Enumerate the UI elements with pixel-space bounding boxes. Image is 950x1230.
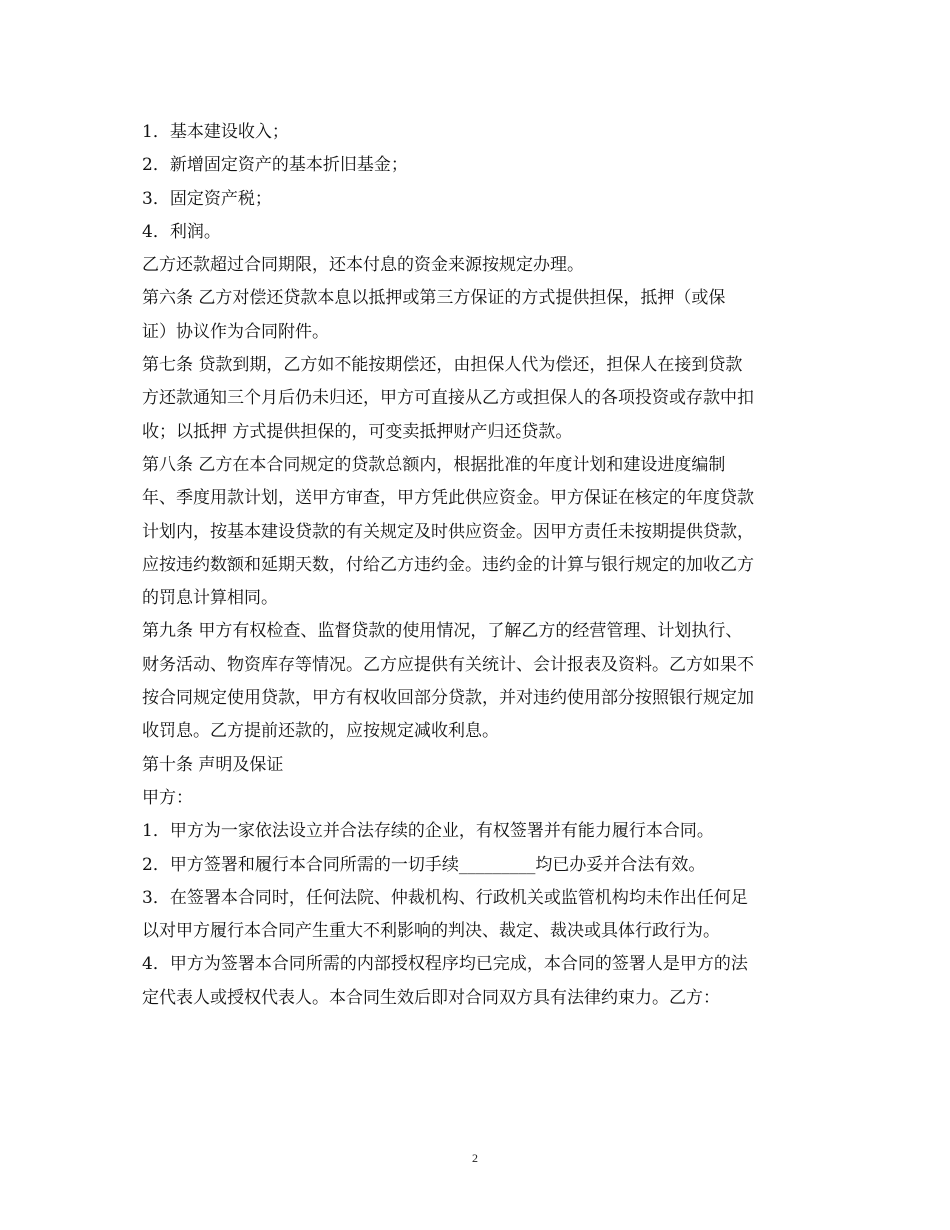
text-line: 第六条 乙方对偿还贷款本息以抵押或第三方保证的方式提供担保，抵押（或保 — [142, 288, 726, 309]
text-line: 收；以抵押 方式提供担保的，可变卖抵押财产归还贷款。 — [142, 421, 573, 442]
text-line: 的罚息计算相同。 — [142, 588, 278, 609]
text-line: 3．在签署本合同时，任何法院、仲裁机构、行政机关或监管机构均未作出任何足 — [142, 887, 748, 908]
text-line: 2．新增固定资产的基本折旧基金； — [142, 155, 408, 176]
page-number: 2 — [472, 1151, 478, 1165]
text-line: 4．利润。 — [142, 221, 221, 242]
text-line: 2．甲方签署和履行本合同所需的一切手续_________均已办妥并合法有效。 — [142, 854, 706, 875]
contract-body-text — [142, 116, 822, 1015]
text-line: 以对甲方履行本合同产生重大不利影响的判决、裁定、裁决或具体行政行为。 — [142, 921, 720, 942]
text-line: 4．甲方为签署本合同所需的内部授权程序均已完成，本合同的签署人是甲方的法 — [142, 954, 748, 975]
text-line: 1．基本建设收入； — [142, 122, 289, 142]
text-line: 1．甲方为一家依法设立并合法存续的企业，有权签署并有能力履行本合同。 — [142, 821, 714, 842]
text-line: 方还款通知三个月后仍未归还，甲方可直接从乙方或担保人的各项投资或存款中扣 — [142, 388, 754, 409]
text-line: 第七条 贷款到期，乙方如不能按期偿还，由担保人代为偿还，担保人在接到贷款 — [142, 355, 743, 376]
text-line: 年、季度用款计划，送甲方审查，甲方凭此供应资金。甲方保证在核定的年度贷款 — [142, 488, 754, 509]
text-line: 证）协议作为合同附件。 — [142, 321, 329, 342]
text-line: 甲方： — [142, 787, 193, 808]
text-line: 财务活动、物资库存等情况。乙方应提供有关统计、会计报表及资料。乙方如果不 — [142, 654, 754, 675]
text-line: 第九条 甲方有权检查、监督贷款的使用情况，了解乙方的经营管理、计划执行、 — [142, 621, 743, 642]
text-line: 计划内，按基本建设贷款的有关规定及时供应资金。因甲方责任未按期提供贷款， — [142, 521, 754, 542]
text-line: 按合同规定使用贷款，甲方有权收回部分贷款，并对违约使用部分按照银行规定加 — [142, 688, 754, 709]
text-line: 第八条 乙方在本合同规定的贷款总额内，根据批准的年度计划和建设进度编制 — [142, 454, 726, 475]
text-line: 乙方还款超过合同期限，还本付息的资金来源按规定办理。 — [142, 255, 584, 276]
text-line: 收罚息。乙方提前还款的，应按规定减收利息。 — [142, 721, 499, 742]
text-line: 3．固定资产税； — [142, 188, 272, 209]
text-line: 定代表人或授权代表人。本合同生效后即对合同双方具有法律约束力。乙方： — [142, 987, 720, 1008]
text-line: 应按违约数额和延期天数，付给乙方违约金。违约金的计算与银行规定的加收乙方 — [142, 554, 754, 575]
text-line: 第十条 声明及保证 — [142, 754, 284, 775]
